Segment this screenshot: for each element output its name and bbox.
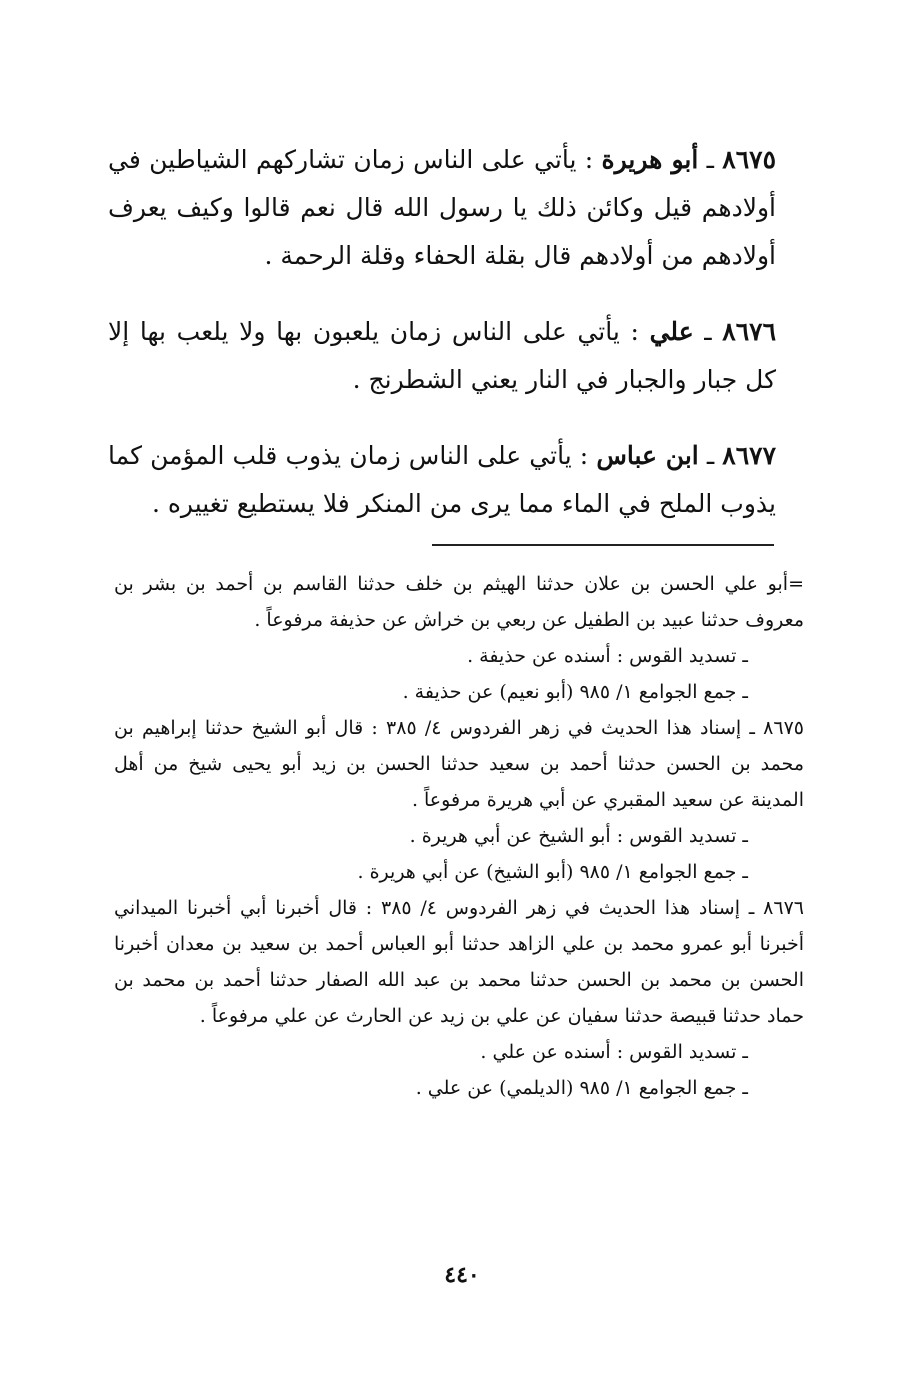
footnote-line: ـ جمع الجوامع ١/ ٩٨٥ (أبو الشيخ) عن أبي هريرة . bbox=[357, 861, 748, 883]
entry-text: : يأتي على الناس زمان تشاركهم الشياطين في أولادهم قيل وكائن ذلك يا رسول الله قال نعم قالوا وكيف يعرف أولادهم من أولادهم قال بقلة الحفاء وقلة الرحمة . bbox=[108, 145, 776, 270]
entry-text: : يأتي على الناس زمان يلعبون بها ولا يلعب بها إلا كل جبار والجبار في النار يعني الشطرنج . bbox=[108, 317, 776, 394]
entry-text: : يأتي على الناس زمان يذوب قلب المؤمن كما يذوب الملح في الماء مما يرى من المنكر فلا يستطيع تغييره . bbox=[108, 441, 776, 518]
narrator: علي bbox=[649, 317, 694, 346]
entry-number: ٨٦٧٥ bbox=[722, 145, 777, 174]
footnote-line: ـ جمع الجوامع ١/ ٩٨٥ (الديلمي) عن علي . bbox=[415, 1077, 748, 1099]
entry-8676: ٨٦٧٦ ـ علي : يأتي على الناس زمان يلعبون بها ولا يلعب بها إلا كل جبار والجبار في النار يعني الشطرنج . bbox=[108, 317, 776, 394]
footnote-line: ـ جمع الجوامع ١/ ٩٨٥ (أبو نعيم) عن حذيفة . bbox=[402, 681, 748, 703]
entry-number: ٨٦٧٦ bbox=[722, 317, 776, 346]
footnote-line: =أبو علي الحسن بن علان حدثنا الهيثم بن خلف حدثنا القاسم بن أحمد بن بشر بن معروف حدثنا عبيد بن الطفيل عن ربعي بن خراش عن حذيفة مرفوعاً . bbox=[114, 573, 804, 631]
entry-8677: ٨٦٧٧ ـ ابن عباس : يأتي على الناس زمان يذوب قلب المؤمن كما يذوب الملح في الماء مما يرى من المنكر فلا يستطيع تغييره . bbox=[108, 441, 777, 518]
entry-number: ٨٦٧٧ bbox=[722, 441, 777, 470]
narrator: أبو هريرة bbox=[601, 145, 699, 174]
main-text bbox=[108, 136, 776, 556]
narrator: ابن عباس bbox=[596, 441, 699, 470]
footnote-line: ـ تسديد القوس : أبو الشيخ عن أبي هريرة . bbox=[409, 825, 748, 847]
footnote-divider bbox=[432, 544, 774, 546]
page-number: ٤٤٠ bbox=[444, 1262, 480, 1288]
footnote-line: ٨٦٧٥ ـ إسناد هذا الحديث في زهر الفردوس ٤/ ٣٨٥ : قال أبو الشيخ حدثنا إبراهيم بن محمد بن الحسن حدثنا أحمد بن سعيد حدثنا الحسن بن زيد أبو يحيى شيخ من أهل المدينة عن سعيد المقبري عن أبي هريرة مرفوعاً . bbox=[114, 717, 804, 811]
footnote-line: ٨٦٧٦ ـ إسناد هذا الحديث في زهر الفردوس ٤/ ٣٨٥ : قال أخبرنا أبي أخبرنا الميداني أخبرنا أبو عمرو محمد بن علي الزاهد حدثنا أبو العباس أحمد بن سعيد بن معدان أخبرنا الحسن بن محمد بن الحسن حدثنا محمد بن عبد الله الصفار حدثنا أحمد بن محمد بن حماد حدثنا قبيصة حدثنا سفيان عن علي بن زيد عن الحارث عن علي مرفوعاً . bbox=[114, 897, 804, 1027]
footnote-line: ـ تسديد القوس : أسنده عن حذيفة . bbox=[467, 645, 748, 667]
entry-8675: ٨٦٧٥ ـ أبو هريرة : يأتي على الناس زمان تشاركهم الشياطين في أولادهم قيل وكائن ذلك يا رسول الله قال نعم قالوا وكيف يعرف أولادهم من أولادهم قال بقلة الحفاء وقلة الرحمة . bbox=[108, 145, 777, 270]
footnotes bbox=[114, 566, 804, 1106]
footnote-line: ـ تسديد القوس : أسنده عن علي . bbox=[480, 1041, 748, 1063]
